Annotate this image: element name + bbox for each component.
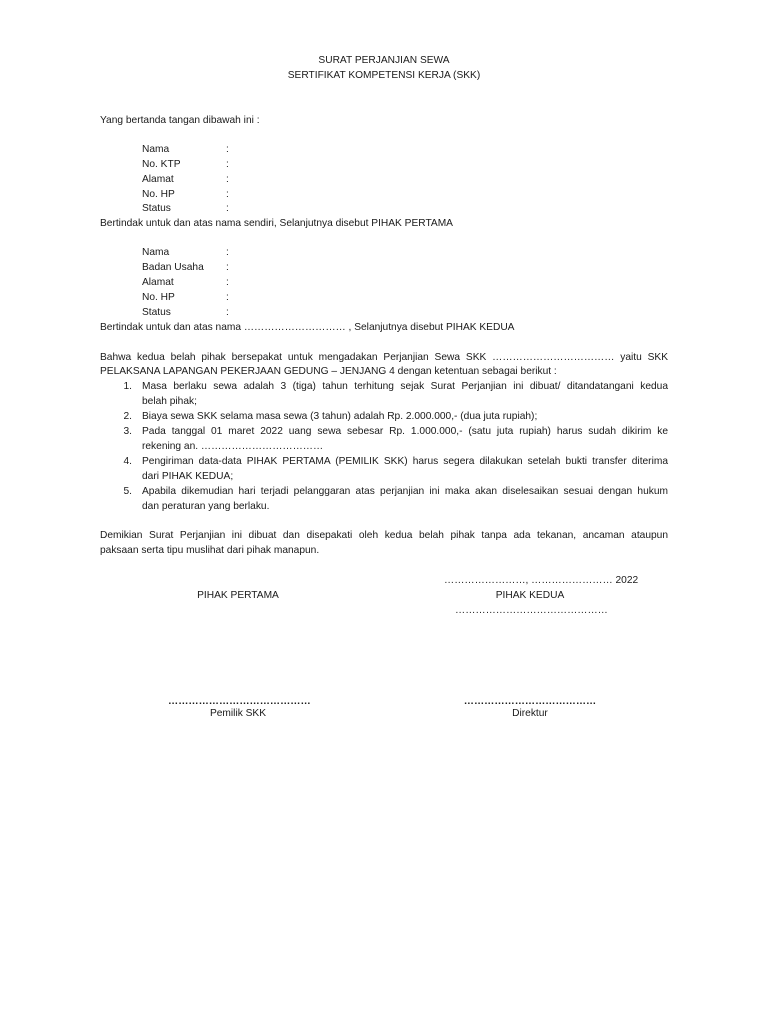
term-text: Biaya sewa SKK selama masa sewa (3 tahun) adalah Rp. 2.000.000,- (dua juta rupiah); [142,411,538,422]
term-text: Pengiriman data-data PIHAK PERTAMA (PEMILIK SKK) harus segera dilakukan setelah bukti transfer diterima [142,456,668,467]
term-text: Masa berlaku sewa adalah 3 (tiga) tahun terhitung sejak Surat Perjanjian ini dibuat/ ditandatangani kedua [142,381,668,392]
field-colon: : [226,203,229,214]
field-colon: : [226,307,229,318]
company-name-line: ……………………………………… [455,605,608,616]
signature-line-right: ………………………………… [463,696,597,707]
field-colon: : [226,159,229,170]
field-colon: : [226,247,229,258]
signer-name-left: Pemilik SKK [209,708,267,719]
signer-name-right: Direktur [512,708,548,719]
field-label: No. HP [142,292,175,303]
field-colon: : [226,292,229,303]
term-text: rekening an. ……………………………… [142,441,324,452]
party2-closing: Bertindak untuk dan atas nama ………………………… , Selanjutnya disebut PIHAK KEDUA [100,322,515,333]
agreement-text: PELAKSANA LAPANGAN PEKERJAAN GEDUNG – JENJANG 4 dengan ketentuan sebagai berikut : [100,366,557,377]
place-date: ……………………, …………………… 2022 [444,575,639,586]
field-label: No. HP [142,189,175,200]
field-colon: : [226,174,229,185]
field-colon: : [226,189,229,200]
field-label: Nama [142,144,170,155]
field-colon: : [226,277,229,288]
field-colon: : [226,144,229,155]
term-number: 5. [123,486,132,497]
signature-heading-left: PIHAK PERTAMA [197,590,279,601]
signature-line-left: …………………………………… [168,696,311,707]
agreement-text: Bahwa kedua belah pihak bersepakat untuk mengadakan Perjanjian Sewa SKK ……………………………… yaitu SKK [100,352,668,363]
signature-heading-right: PIHAK KEDUA [495,590,565,601]
term-number: 2. [123,411,132,422]
term-text: Pada tanggal 01 maret 2022 uang sewa sebesar Rp. 1.000.000,- (satu juta rupiah) harus sudah dikirim ke [142,426,668,437]
document-title: SURAT PERJANJIAN SEWA [318,55,450,66]
term-number: 4. [123,456,132,467]
field-colon: : [226,262,229,273]
field-label: Alamat [142,277,174,288]
closing-text: Demikian Surat Perjanjian ini dibuat dan disepakati oleh kedua belah pihak tanpa ada tekanan, ancaman ataupun [100,530,668,541]
field-label: Badan Usaha [142,262,204,273]
intro-text: Yang bertanda tangan dibawah ini : [100,115,260,126]
field-label: Status [142,307,171,318]
term-text: dari PIHAK KEDUA; [142,471,234,482]
field-label: Status [142,203,171,214]
term-text: dan peraturan yang berlaku. [142,501,270,512]
term-number: 3. [123,426,132,437]
term-text: Apabila dikemudian hari terjadi pelanggaran atas perjanjian ini maka akan diselesaikan sesuai dengan hukum [142,486,668,497]
party1-closing: Bertindak untuk dan atas nama sendiri, Selanjutnya disebut PIHAK PERTAMA [100,218,453,229]
term-text: belah pihak; [142,396,197,407]
field-label: Alamat [142,174,174,185]
field-label: Nama [142,247,170,258]
term-number: 1. [123,381,132,392]
field-label: No. KTP [142,159,181,170]
closing-text: paksaan serta tipu muslihat dari pihak manapun. [100,545,320,556]
document-subtitle: SERTIFIKAT KOMPETENSI KERJA (SKK) [287,70,481,81]
